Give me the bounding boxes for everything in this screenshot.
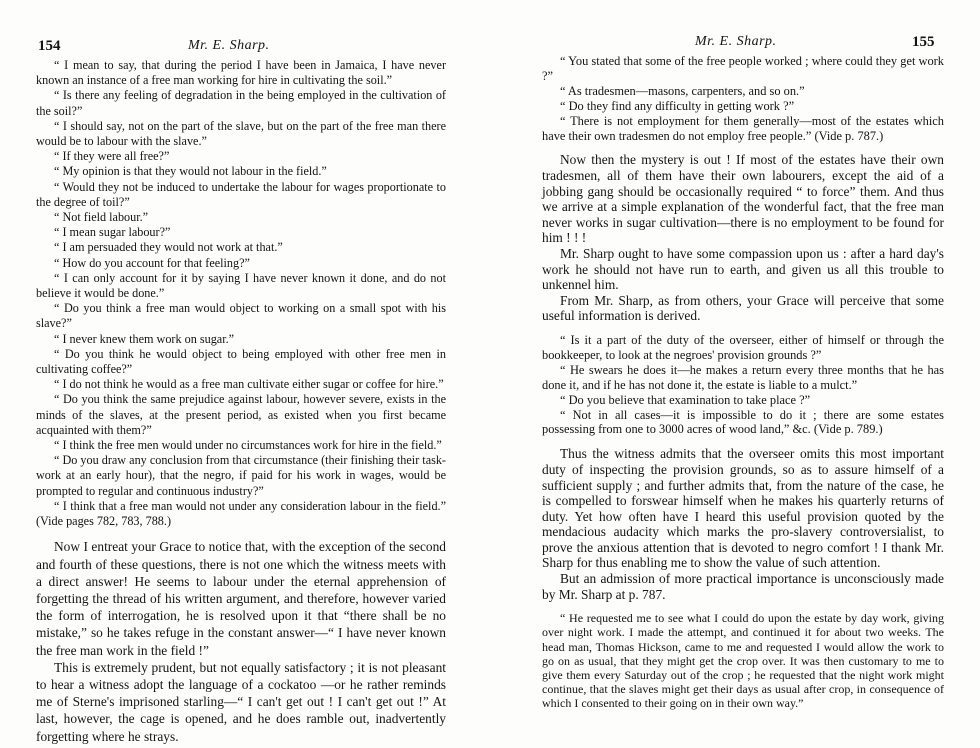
running-title: Mr. E. Sharp. (695, 34, 777, 49)
paragraph: “ There is not employment for them generally—most of the estates which have their own tradesmen do not employ free people.” (Vide p. 787.) (542, 113, 944, 143)
paragraph: “ As tradesmen—masons, carpenters, and so on.” (560, 83, 805, 98)
paragraph: “ He swears he does it—he makes a return every three months that he has done it, and if he has not done it, the estate is liable to a mulct.” (542, 362, 944, 392)
paragraph: “ Do you think the same prejudice against labour, however severe, exists in the minds of the slaves, at the present period, as existed when you first became acquainted with them?” (36, 392, 446, 437)
paragraph: Now then the mystery is out ! If most of the estates have their own tradesmen, all of them have their own labourers, except the aid of a jobbing gang should be occasionally required “ to force” them. And thus we arrive at a simple explanation of the wonderful fact, that the free man never works in sugar cultivation—there is no employment to be found for him ! ! ! (542, 152, 944, 246)
paragraph: “ Not in all cases—it is impossible to do it ; there are some estates possessing from one to 3000 acres of wood land,” &c. (Vide p. 789.) (542, 407, 944, 437)
paragraph: “ I mean sugar labour?” (54, 225, 171, 240)
left-text-column (36, 58, 446, 745)
paragraph: “ How do you account for that feeling?” (54, 255, 250, 270)
paragraph: This is extremely prudent, but not equally satisfactory ; it is not pleasant to hear a witness adopt the language of a cockatoo —or he rather reminds me of Sterne's imprisoned starling—“ I can't get out ! I can't get out !” At last, however, the cage is opened, and he does ramble out, inadvertently forgetting where he strays. (36, 659, 446, 744)
paragraph: Mr. Sharp ought to have some compassion upon us : after a hard day's work he should not have run to earth, and given us all this trouble to unkennel him. (542, 246, 944, 293)
paragraph: “ He requested me to see what I could do upon the estate by day work, giving over night work. I made the attempt, and continued it for about two weeks. The head man, Thomas Hickson, came to me and requested I would allow the work to go on as usual, that they might get the crop over. It was then customary to me to give them every Saturday out of the crop ; he requested that the night work might continue, that the slaves might get their days as usual after crop, in consequence of which I consented to their going on in their own way.” (542, 611, 944, 711)
paragraph: “ Is it a part of the duty of the overseer, either of himself or through the bookkeeper, to look at the negroes' provision grounds ?” (542, 332, 944, 362)
paragraph: But an admission of more practical importance is unconsciously made by Mr. Sharp at p. 787. (542, 571, 944, 602)
page-number: 154 (38, 38, 61, 54)
paragraph: “ I think the free men would under no circumstances work for hire in the field.” (54, 438, 442, 453)
paragraph: “ I do not think he would as a free man cultivate either sugar or coffee for hire.” (54, 377, 444, 392)
paragraph: From Mr. Sharp, as from others, your Grace will perceive that some useful information is derived. (542, 292, 944, 324)
paragraph: Now I entreat your Grace to notice that, with the exception of the second and fourth of these questions, there is not one which the witness meets with a direct answer! He seems to labour under the eternal apprehension of forgetting the thread of his written argument, and therefore, however varied the form of interrogation, he is resolved upon it that “there shall be no mistake,” so he takes refuge in the constant answer—“ I have never known the free man work in the field !” (36, 539, 446, 658)
paragraph: “ I think that a free man would not under any consideration labour in the field.” (Vide pages 782, 783, 788.) (36, 498, 446, 529)
paragraph: “ Do you think a free man would object to working on a small spot with his slave?” (36, 301, 446, 331)
paragraph: “ Not field labour.” (54, 210, 149, 225)
paragraph: “ Do you think he would object to being employed with other free men in cultivating coffee?” (36, 346, 446, 377)
right-page (490, 0, 980, 748)
paragraph: “ Is there any feeling of degradation in the being employed in the cultivation of the soil?” (36, 88, 446, 118)
page-number: 155 (912, 34, 935, 50)
paragraph: “ I can only account for it by saying I have never known it done, and do not believe it would be done.” (36, 270, 446, 301)
paragraph: “ Do you draw any conclusion from that circumstance (their finishing their task-work at an early hour), that the negro, if paid for his work in wages, would be prompted to regular and continuous industry?” (36, 453, 446, 498)
paragraph: “ My opinion is that they would not labour in the field.” (54, 164, 327, 179)
paragraph: “ Would they not be induced to undertake the labour for wages proportionate to the degree of toil?” (36, 179, 446, 209)
paragraph: “ Do they find any difficulty in getting work ?” (560, 98, 795, 113)
paragraph: “ I should say, not on the part of the slave, but on the part of the free man there would be to labour with the slave.” (36, 118, 446, 149)
paragraph: “ You stated that some of the free people worked ; where could they get work ?” (542, 54, 944, 83)
paragraph: “ I never knew them work on sugar.” (54, 331, 235, 346)
running-title: Mr. E. Sharp. (188, 38, 270, 53)
paragraph: Thus the witness admits that the overseer omits this most important duty of inspecting the provision grounds, so as to assure himself of a sufficient supply ; and further admits that, from the nature of the case, he is compelled to forswear himself when he makes his quarterly returns of duty. Yet how often have I heard this useful provision quoted by the mendacious audacity which marks the pro-slavery controversialist, to prove the anxious attention that is devoted to negro comfort ! I thank Mr. Sharp for thus enabling me to show the value of such attention. (542, 446, 944, 571)
paragraph: “ I mean to say, that during the period I have been in Jamaica, I have never known an instance of a free man working for hire in cultivating the soil.” (36, 58, 446, 88)
right-text-column (542, 54, 944, 711)
paragraph: “ Do you believe that examination to take place ?” (560, 392, 811, 407)
paragraph: “ I am persuaded they would not work at that.” (54, 240, 283, 255)
paragraph: “ If they were all free?” (54, 149, 170, 164)
